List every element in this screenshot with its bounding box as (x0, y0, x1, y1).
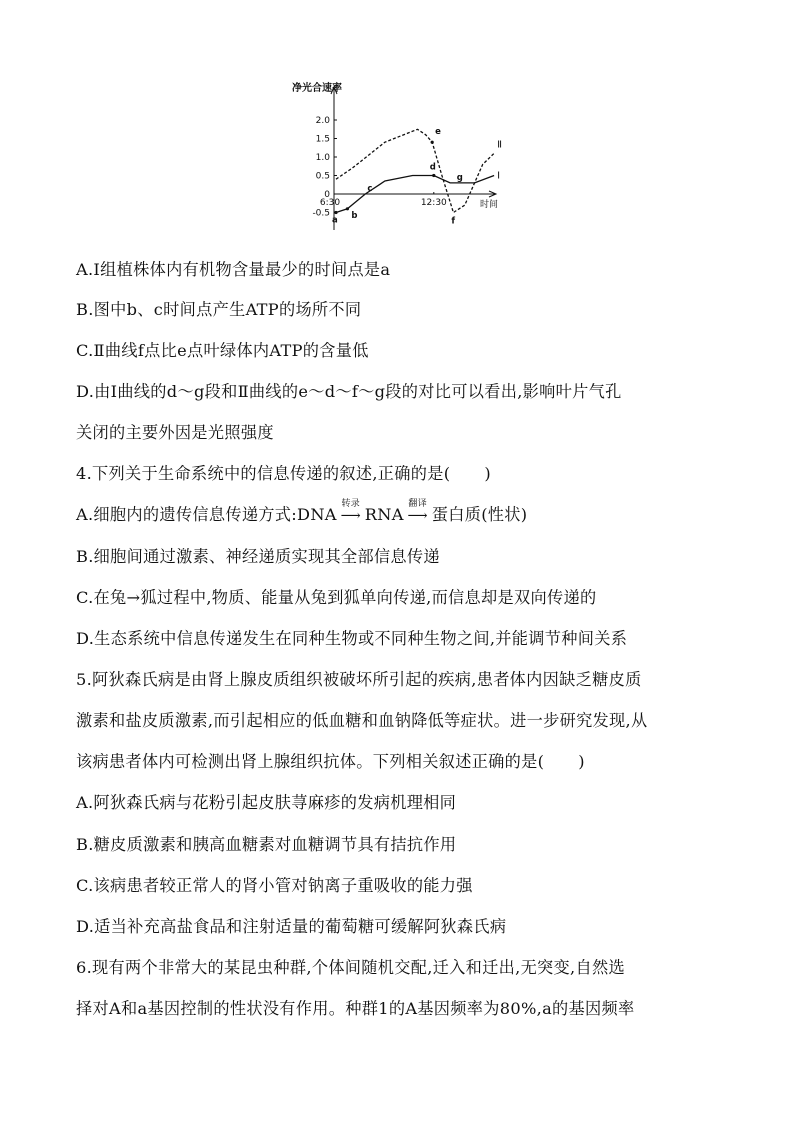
option-4a-suffix: 蛋白质(性状) (431, 505, 528, 524)
question-5-line2: 激素和盐皮质激素,而引起相应的低血糖和血钠降低等症状。进一步研究发现,从 (76, 711, 648, 730)
y-axis-label: 净光合速率 (292, 83, 342, 94)
option-4d: D.生态系统中信息传递发生在同种生物或不同种生物之间,并能调节种间关系 (76, 629, 628, 648)
option-4a-mid: RNA (364, 505, 404, 524)
question-4 (76, 460, 491, 484)
option-5b: B.糖皮质激素和胰高血糖素对血糖调节具有拮抗作用 (76, 835, 457, 854)
point-label-c: c (367, 184, 373, 194)
question-4-text: 4.下列关于生命系统中的信息传递的叙述,正确的是( (76, 464, 451, 483)
arrow-label-transcription: 转录 (341, 499, 361, 509)
option-3a: A.Ⅰ组植株体内有机物含量最少的时间点是a (76, 260, 391, 279)
option-3b: B.图中b、c时间点产生ATP的场所不同 (76, 300, 362, 319)
point-marker-b (346, 207, 349, 210)
series-label-2: Ⅱ (497, 139, 503, 151)
point-label-f: f (451, 216, 456, 227)
option-3d: D.由Ⅰ曲线的d～g段和Ⅱ曲线的e～d～f～g段的对比可以看出,影响叶片气孔 (76, 382, 622, 401)
arrow-translation (404, 499, 432, 524)
net-photosynthesis-chart (290, 78, 520, 238)
right-arrow-icon: ⟶ (340, 508, 361, 524)
y-tick-label: 1.5 (315, 134, 330, 145)
x-axis-label: 时间 (480, 200, 499, 210)
y-tick-label: 2.0 (315, 116, 330, 126)
option-5d: D.适当补充高盐食品和注射适量的葡萄糖可缓解阿狄森氏病 (76, 917, 507, 936)
option-3c: C.Ⅱ曲线f点比e点叶绿体内ATP的含量低 (76, 341, 369, 360)
option-4a (76, 501, 527, 525)
point-label-d: d (429, 162, 436, 173)
point-label-a: a (332, 215, 338, 226)
point-marker-a (334, 211, 337, 214)
right-arrow-icon: ⟶ (407, 508, 428, 524)
point-marker-d (432, 174, 435, 177)
point-label-b: b (351, 210, 358, 221)
question-5-line1: 5.阿狄森氏病是由肾上腺皮质组织被破坏所引起的疾病,患者体内因缺乏糖皮质 (76, 670, 642, 689)
close-paren: ) (578, 752, 585, 771)
option-4b: B.细胞间通过激素、神经递质实现其全部信息传递 (76, 547, 440, 566)
y-tick-label: 0.5 (315, 171, 330, 182)
option-5c: C.该病患者较正常人的肾小管对钠离子重吸收的能力强 (76, 876, 473, 895)
series-line-2 (336, 129, 494, 212)
y-tick-label: 1.0 (315, 153, 330, 163)
question-6-line2: 择对A和a基因控制的性状没有作用。种群1的A基因频率为80%,a的基因频率 (76, 999, 635, 1018)
question-5-line3 (76, 748, 585, 772)
option-3d-cont: 关闭的主要外因是光照强度 (76, 423, 274, 442)
y-tick-label: -0.5 (312, 208, 330, 219)
option-4c: C.在兔→狐过程中,物质、能量从兔到狐单向传递,而信息却是双向传递的 (76, 588, 597, 607)
y-tick-label: 0 (324, 190, 330, 200)
arrow-transcription (337, 499, 365, 524)
question-5-text: 该病患者体内可检测出肾上腺组织抗体。下列相关叙述正确的是( (76, 752, 545, 771)
close-paren: ) (484, 464, 491, 483)
x-tick-label: 6:30 (319, 198, 341, 208)
point-label-e: e (435, 127, 441, 138)
arrow-label-translation: 翻译 (408, 499, 428, 509)
x-tick-label: 12:30 (420, 198, 447, 208)
option-5a: A.阿狄森氏病与花粉引起皮肤荨麻疹的发病机理相同 (76, 793, 457, 812)
point-marker-e (431, 141, 434, 144)
question-6-line1: 6.现有两个非常大的某昆虫种群,个体间随机交配,迁入和迁出,无突变,自然选 (76, 958, 625, 977)
point-label-g: g (456, 172, 463, 183)
option-4a-prefix: A.细胞内的遗传信息传递方式:DNA (76, 505, 337, 524)
series-label-1: Ⅰ (497, 170, 501, 182)
